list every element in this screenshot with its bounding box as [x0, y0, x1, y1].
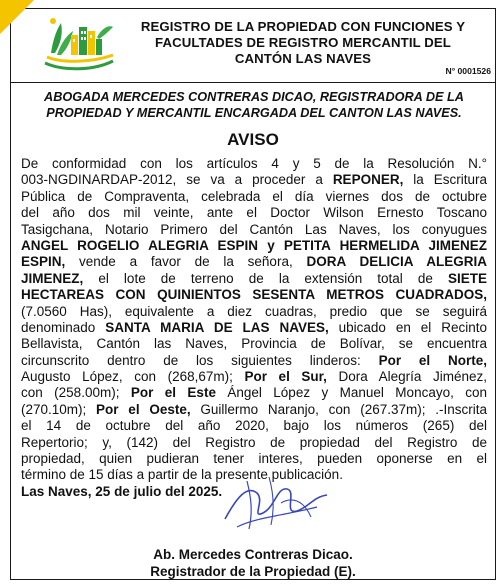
body-text: (270.10m); [21, 401, 97, 417]
body-text: Ángel López y Manuel Moncayo, con [215, 385, 488, 401]
body-line [21, 451, 487, 467]
body-bold-text: REPONER, [332, 172, 404, 188]
body-line [21, 304, 487, 320]
body-text: De conformidad con los artículos 4 y 5 de la Resolución N.° [21, 156, 487, 171]
body-line [21, 418, 487, 434]
body-bold-text: ESPIN, [21, 254, 66, 270]
handwritten-signature-icon [217, 467, 337, 539]
body-line [21, 336, 487, 352]
body-line [21, 320, 487, 336]
body-text: Tasigchana, Notario Primero del Cantón Las Naves, los conyugues [21, 221, 487, 237]
body-line [21, 353, 487, 369]
signatory-block [11, 546, 495, 580]
body-bold-text: ANGEL ROGELIO ALEGRIA ESPIN y PETITA HERMELIDA JIMENEZ [21, 237, 487, 253]
body-text: término de 15 días a partir de la presente publicación. [21, 467, 343, 483]
corner-accent [0, 0, 34, 34]
body-line [21, 238, 487, 254]
body-line [21, 189, 487, 205]
notice-frame [10, 8, 496, 580]
body-bold-text: Por el Sur, [244, 369, 327, 385]
body-line [21, 369, 487, 385]
body-text: vende a favor de la señora, [65, 254, 307, 270]
body-text: con (258.00m); [21, 385, 131, 401]
notice-body [21, 156, 487, 500]
body-text: ubicado en el Recinto [328, 319, 488, 335]
body-text: Guillermo Naranjo, con (267.37m); .-Inscrita [190, 401, 487, 417]
body-text: propiedad, quien pudieran tener interes, pueden oponerse en el [21, 451, 487, 467]
body-bold-text: DORA DELICIA ALEGRIA [306, 254, 487, 270]
notice-subtitle [17, 89, 491, 121]
body-line [21, 435, 487, 451]
body-line [21, 254, 487, 270]
registry-title-line: REGISTRO DE LA PROPIEDAD CON FUNCIONES Y [140, 19, 466, 34]
body-line [21, 385, 487, 401]
municipal-logo-icon [41, 13, 117, 77]
body-line [21, 156, 487, 172]
body-line [21, 205, 487, 221]
body-bold-text: Las Naves, 25 de julio del 2025. [21, 483, 223, 499]
body-line [21, 222, 487, 238]
registry-title-line: CANTÓN LAS NAVES [234, 51, 372, 66]
body-text: Pública de Compraventa, celebrada el día viernes dos de octubre [21, 188, 487, 204]
body-text: la Escritura [403, 172, 487, 188]
body-text: el lote de terreno de la extensión total de [83, 270, 448, 286]
signatory-name: Ab. Mercedes Contreras Dicao. [153, 547, 353, 562]
notice-heading: AVISO [227, 130, 279, 149]
body-bold-text: HECTAREAS CON QUINIENTOS SESENTA METROS CUADRADOS, [21, 287, 487, 303]
body-text: circunscrito dentro de los siguientes linderos: [21, 352, 379, 368]
body-text: del año dos mil veinte, ante el Doctor Wilson Ernesto Toscano [21, 205, 487, 221]
body-text: (7.0560 Has), equivalente a diez cuadras, predio que se seguirá [21, 303, 487, 319]
body-bold-text: Por el Este [130, 385, 216, 401]
body-text: Repertorio; y, (142) del Registro de propiedad del Registro de [21, 434, 487, 450]
body-bold-text: SIETE [447, 270, 487, 286]
body-line [21, 287, 487, 303]
notice-header [11, 9, 495, 83]
registry-title-line: FACULTADES DE REGISTRO MERCANTIL DEL [155, 35, 451, 50]
body-bold-text: Por el Norte, [378, 352, 487, 368]
body-text: el 14 de octubre del año 2020, bajo los números (265) del [21, 418, 487, 434]
registry-title [117, 19, 489, 67]
body-bold-text: SANTA MARIA DE LAS NAVES, [105, 319, 329, 335]
body-text: Augusto López, con (268,67m); [21, 369, 245, 385]
body-line [21, 402, 487, 418]
body-line [21, 172, 487, 188]
body-text: 003-NGDINARDAP-2012, se va a proceder a [21, 172, 333, 188]
subtitle-line: PROPIEDAD Y MERCANTIL ENCARGADA DEL CANTON LAS NAVES. [46, 106, 462, 120]
body-line [21, 271, 487, 287]
subtitle-line: ABOGADA MERCEDES CONTRERAS DICAO, REGISTRADORA DE LA [44, 90, 464, 104]
signatory-role: Registrador de la Propiedad (E). [150, 564, 356, 579]
notice-number: N° 0001526 [445, 66, 491, 76]
body-text: Dora Alegría Jiménez, [326, 369, 487, 385]
body-bold-text: Por el Oeste, [96, 401, 191, 417]
body-text: denominado [21, 319, 106, 335]
body-text: Bellavista, Cantón las Naves, Provincia de Bolívar, se encuentra [21, 336, 487, 352]
body-bold-text: JIMENEZ, [21, 270, 84, 286]
